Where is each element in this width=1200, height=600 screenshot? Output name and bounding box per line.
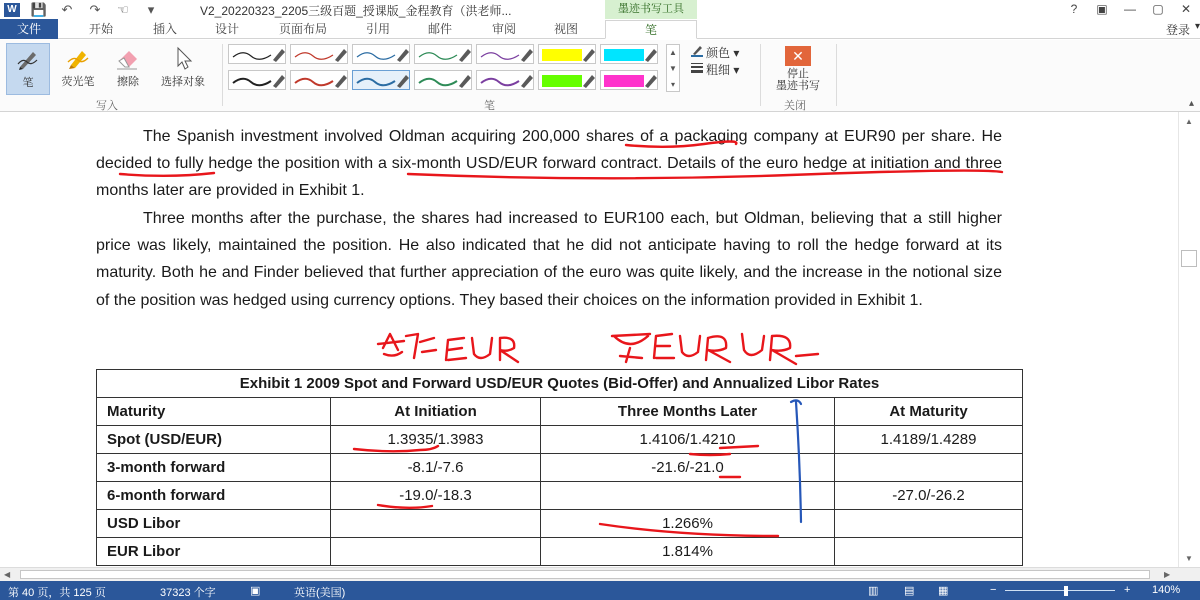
table-cell: 1.3935/1.3983 [331,426,541,454]
save-icon[interactable]: 💾 [30,1,48,17]
pen-swatch[interactable] [414,44,472,64]
gallery-up-icon[interactable]: ▲ [669,48,677,57]
chevron-down-icon[interactable]: ▾ [1194,21,1200,32]
web-layout-icon[interactable]: ▦ [938,585,949,597]
close-icon[interactable]: ✕ [1180,2,1192,16]
collapse-ribbon-icon[interactable]: ▴ [1188,98,1194,109]
table-cell: 1.4189/1.4289 [835,426,1023,454]
proofing-icon[interactable]: ▣ [250,585,261,597]
ribbon-tabs [0,19,1200,39]
paragraph-spanish-investment[interactable]: The Spanish investment involved Oldman acquiring 200,000 shares of a packaging company at EUR90 per share. He decided to fully hedge the position with a six-month USD/EUR forward contract. Details of the euro hedge at initiation and three months later are provided in Exhibit 1. [96,128,1002,200]
tab-pen[interactable]: 笔 [605,20,697,39]
table-cell: 1.266% [541,510,835,538]
color-label: 颜色 [706,46,731,60]
print-layout-icon[interactable]: ▤ [904,585,915,597]
pen-button[interactable] [6,43,50,95]
table-cell [835,538,1023,566]
touch-mode-icon[interactable]: ☜ [117,1,129,17]
document-canvas[interactable] [0,112,1135,567]
ribbon-display-options-icon[interactable]: ▣ [1096,2,1108,16]
scroll-up-icon[interactable]: ▲ [1185,117,1193,126]
tab-insert[interactable]: 插入 [152,22,177,36]
minimize-icon[interactable]: — [1124,2,1136,16]
pen-swatch[interactable] [414,70,472,90]
tab-design[interactable]: 设计 [214,22,239,36]
stop-inking-label-2: 墨迹书写 [776,80,820,92]
table-cell [835,510,1023,538]
document-title: V2_20220323_2205三级百题_授课版_金程教育（洪老师... [200,4,512,18]
table-cell [541,482,835,510]
chevron-down-icon: ▾ [733,46,740,60]
write-group-label: 写入 [96,100,118,112]
pen-swatch[interactable] [538,70,596,90]
pen-swatch[interactable] [228,70,286,90]
scroll-down-icon[interactable]: ▼ [1185,554,1193,563]
read-mode-icon[interactable]: ▥ [868,585,879,597]
exhibit-caption: Exhibit 1 2009 Spot and Forward USD/EUR Quotes (Bid-Offer) and Annualized Libor Rates [97,370,1023,398]
select-objects-button[interactable] [152,43,214,95]
thickness-label: 粗细 [706,63,731,77]
pen-swatch[interactable] [352,70,410,90]
document-page[interactable] [96,112,1006,567]
eraser-icon [106,45,150,73]
zoom-slider[interactable] [1005,590,1115,591]
eraser-button-label: 擦除 [117,76,139,88]
zoom-level[interactable]: 140% [1152,584,1181,596]
title-bar [0,0,1200,19]
restore-icon[interactable]: ▢ [1152,2,1164,16]
eraser-button[interactable] [106,43,150,95]
chevron-down-icon: ▾ [733,63,740,77]
sign-in-link[interactable]: 登录 [1165,23,1190,37]
pen-gallery [228,44,664,92]
pen-icon [7,46,49,74]
pen-swatch[interactable] [290,44,348,64]
row-label: 3-month forward [97,454,331,482]
horizontal-scrollbar[interactable] [0,567,1200,581]
scroll-left-icon[interactable]: ◀ [4,570,11,579]
table-caption-row [97,370,1023,398]
pen-stroke-icon [291,45,349,65]
pen-swatch[interactable] [352,44,410,64]
pen-stroke-icon [353,45,411,65]
gallery-more-icon[interactable]: ▾ [670,80,675,89]
table-cell [835,454,1023,482]
table-cell: 1.814% [541,538,835,566]
pen-stroke-icon [229,71,287,91]
pen-group-label: 笔 [484,100,495,112]
table-cell [331,538,541,566]
pen-stroke-icon [415,45,473,65]
tab-view[interactable]: 视图 [553,22,578,36]
row-label: 6-month forward [97,482,331,510]
pen-stroke-icon [353,71,411,91]
scroll-thumb[interactable] [20,570,1150,579]
line-thickness-icon [688,62,706,77]
paragraph-three-months[interactable]: Three months after the purchase, the shares had increased to EUR100 each, but Oldman, believing that a still higher price was likely, maintained the position. He also indicated that he did not anticipate having to roll the hedge forward at its maturity. Both he and Finder believed that further appreciation of the euro was quite likely, and the increase in the notional size of the position was hedged using currency options. They based their choices on the information provided in Exhibit 1. [96,210,1002,309]
pen-stroke-icon [601,71,659,91]
pen-swatch[interactable] [228,44,286,64]
scroll-track[interactable] [1178,112,1179,567]
tab-references[interactable]: 引用 [365,22,390,36]
tab-home[interactable]: 开始 [88,22,113,36]
pen-swatch[interactable] [290,70,348,90]
ink-tools-context-title: 墨迹书写工具 [605,0,697,19]
pen-stroke-icon [539,71,597,91]
table-row [97,426,1023,454]
scroll-right-icon[interactable]: ▶ [1164,570,1171,579]
gallery-down-icon[interactable]: ▼ [669,64,677,73]
table-row [97,538,1023,566]
pen-swatch[interactable] [600,44,658,64]
pen-stroke-icon [539,45,597,65]
row-label: USD Libor [97,510,331,538]
pen-swatch[interactable] [538,44,596,64]
highlighter-button[interactable] [54,43,102,95]
pen-swatch[interactable] [476,44,534,64]
header-at-maturity: At Maturity [835,398,1023,426]
word-logo-icon[interactable]: W [4,3,20,17]
pen-swatch[interactable] [600,70,658,90]
table-cell: -21.6/-21.0 [541,454,835,482]
thickness-dropdown[interactable] [688,61,739,78]
zoom-slider-thumb[interactable] [1064,586,1068,596]
highlighter-button-label: 荧光笔 [61,76,95,88]
pen-stroke-icon [415,71,473,91]
ribbon-separator [836,44,837,106]
row-label: EUR Libor [97,538,331,566]
exhibit-1-table [96,369,1023,566]
pen-stroke-icon [477,45,535,65]
table-cell: -27.0/-26.2 [835,482,1023,510]
header-three-months-later: Three Months Later [541,398,835,426]
table-cell [331,510,541,538]
table-cell: -8.1/-7.6 [331,454,541,482]
highlighter-icon [54,45,102,73]
pen-gallery-scroll[interactable] [666,44,680,92]
tab-mailings[interactable]: 邮件 [427,22,452,36]
stop-inking-label: 停止 [787,68,809,80]
pen-button-label: 笔 [22,77,34,89]
pen-stroke-icon [601,45,659,65]
table-header-row [97,398,1023,426]
word-count[interactable]: 37323 个字 [160,587,216,599]
stop-inking-icon: ✕ [785,46,811,66]
tab-page-layout[interactable]: 页面布局 [278,22,327,36]
header-at-initiation: At Initiation [331,398,541,426]
close-group-label: 关闭 [784,100,806,112]
redo-icon[interactable]: ↷ [89,1,101,17]
vertical-scrollbar[interactable] [1135,112,1200,567]
tab-file[interactable]: 文件 [0,19,58,39]
language-status[interactable]: 英语(美国) [294,587,346,599]
zoom-out-icon[interactable]: − [990,584,997,596]
select-objects-button-label: 选择对象 [161,76,205,88]
table-row [97,510,1023,538]
zoom-in-icon[interactable]: + [1124,584,1131,596]
pen-swatch[interactable] [476,70,534,90]
customize-quick-access-icon[interactable]: ▾ [147,1,155,17]
ribbon-separator [760,44,761,106]
table-row [97,454,1023,482]
undo-icon[interactable]: ↶ [61,1,73,17]
table-row [97,482,1023,510]
page-count[interactable]: 第 40 页，共 125 页 [8,587,106,599]
pen-color-icon [688,43,706,60]
scroll-thumb[interactable] [1181,250,1197,267]
header-maturity: Maturity [97,398,331,426]
row-label: Spot (USD/EUR) [97,426,331,454]
ribbon-pen [0,40,1200,112]
color-dropdown[interactable] [688,43,739,61]
stop-inking-button[interactable] [768,44,828,98]
ribbon-separator [222,44,223,106]
help-icon[interactable]: ? [1070,2,1078,16]
status-bar [0,581,1200,600]
table-cell: 1.4106/1.4210 [541,426,835,454]
table-cell: -19.0/-18.3 [331,482,541,510]
pen-stroke-icon [229,45,287,65]
pen-stroke-icon [291,71,349,91]
cursor-icon [152,45,214,73]
pen-stroke-icon [477,71,535,91]
tab-review[interactable]: 审阅 [491,22,516,36]
